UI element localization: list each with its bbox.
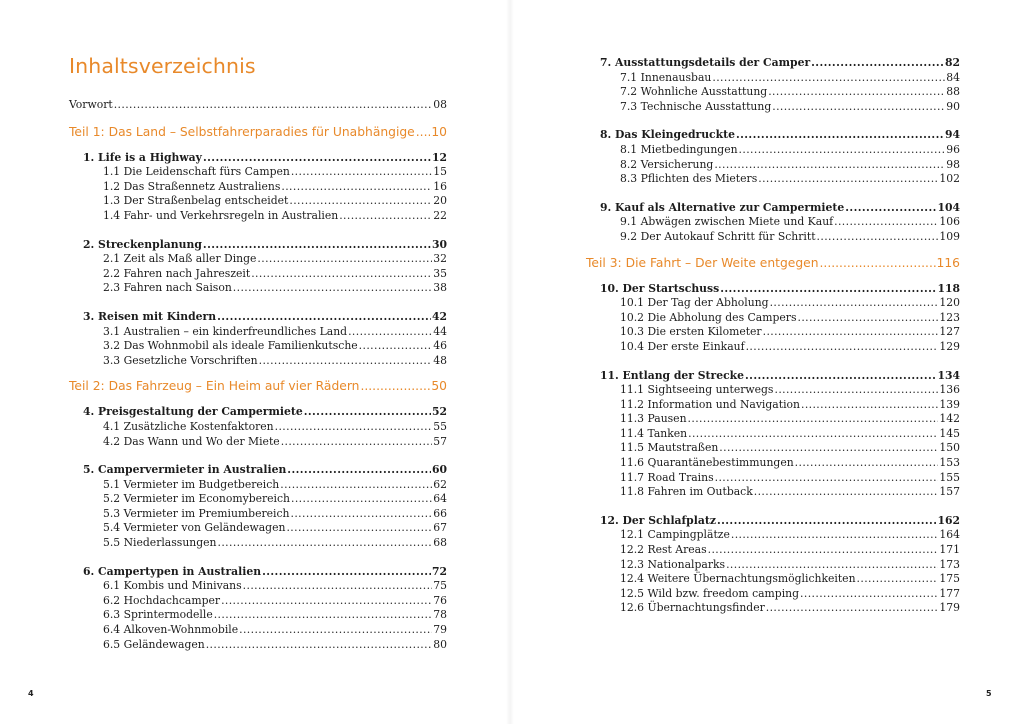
toc-entry-page: 164	[939, 528, 960, 542]
toc-entry-page: 173	[939, 557, 960, 571]
toc-chapter	[69, 238, 447, 296]
toc-entry-title: 7. Ausstattungsdetails der Camper	[600, 56, 811, 69]
dot-leader	[281, 180, 432, 195]
dot-leader	[688, 427, 938, 442]
toc-section-entry[interactable]	[83, 521, 447, 536]
toc-chapter	[586, 369, 960, 500]
toc-entry-page: 98	[946, 157, 960, 171]
toc-chapter-heading[interactable]	[600, 201, 960, 216]
toc-chapter	[586, 128, 960, 186]
dot-leader	[257, 252, 432, 267]
toc-part-heading[interactable]	[586, 254, 960, 272]
dot-leader	[233, 281, 432, 296]
dot-leader	[359, 339, 433, 354]
toc-entry-title: 8.2 Versicherung	[620, 157, 714, 171]
toc-entry-title: 5.1 Vermieter im Budgetbereich	[103, 477, 280, 491]
toc-section-entry[interactable]	[83, 194, 447, 209]
toc-section-entry[interactable]	[83, 281, 447, 296]
dot-leader	[768, 85, 945, 100]
toc-chapter	[69, 405, 447, 449]
toc-entry-page: 79	[433, 623, 447, 637]
toc-chapter	[586, 201, 960, 245]
toc-entry-title: 3. Reisen mit Kindern	[83, 309, 217, 323]
dot-leader	[736, 128, 944, 143]
toc-entry-title: 10.2 Die Abholung des Campers	[620, 310, 797, 324]
toc-entry-title: 1. Life is a Highway	[83, 150, 202, 164]
dot-leader	[800, 587, 938, 602]
toc-chapter-heading[interactable]	[83, 463, 447, 478]
toc-chapter	[69, 310, 447, 368]
dot-leader	[214, 608, 433, 623]
dot-leader	[745, 369, 936, 384]
toc-entry-title: 4. Preisgestaltung der Campermiete	[83, 405, 303, 419]
toc-entry-title: 11.1 Sightseeing unterwegs	[620, 383, 774, 397]
dot-leader	[801, 398, 938, 413]
toc-entry-title: 10.4 Der erste Einkauf	[620, 339, 745, 353]
toc-section-entry[interactable]	[83, 252, 447, 267]
toc-entry-title: 6.5 Geländewagen	[103, 637, 205, 651]
toc-entry-page: 57	[433, 434, 447, 448]
toc-section-entry[interactable]	[600, 296, 960, 311]
dot-leader	[770, 296, 939, 311]
toc-entry-title: 2.3 Fahren nach Saison	[103, 281, 232, 295]
toc-section-entry[interactable]	[83, 325, 447, 340]
toc-entry-page: 96	[946, 142, 960, 156]
toc-entry-page: 136	[939, 383, 960, 397]
toc-entry-title: Teil 3: Die Fahrt – Der Weite entgegen	[586, 255, 819, 270]
dot-leader	[688, 412, 939, 427]
toc-entry-title: 6. Campertypen in Australien	[83, 564, 262, 578]
toc-entry-title: 3.1 Australien – ein kinderfreundliches Land	[103, 324, 348, 338]
toc-entry-page: 90	[946, 99, 960, 113]
toc-chapter-heading[interactable]	[83, 151, 447, 166]
toc-section-entry[interactable]	[83, 579, 447, 594]
toc-entry-title: 7.2 Wohnliche Ausstattung	[620, 85, 768, 99]
dot-leader	[795, 456, 939, 471]
dot-leader	[820, 254, 936, 272]
dot-leader	[811, 56, 944, 71]
toc-right-column	[586, 56, 960, 616]
toc-entry-page: 15	[433, 165, 447, 179]
toc-entry-title: Teil 2: Das Fahrzeug – Ein Heim auf vier Rädern	[69, 379, 360, 394]
toc-chapter	[586, 514, 960, 616]
toc-entry-page: 88	[946, 85, 960, 99]
toc-section-entry[interactable]	[600, 471, 960, 486]
toc-entry-page: 44	[433, 324, 447, 338]
toc-entry-page: 162	[937, 513, 960, 527]
toc-entry-title: 7.3 Technische Ausstattung	[620, 99, 772, 113]
toc-entry-title: 7.1 Innenausbau	[620, 70, 712, 84]
toc-section-entry[interactable]	[600, 572, 960, 587]
dot-leader	[817, 230, 939, 245]
toc-entry-page: 67	[433, 521, 447, 535]
dot-leader	[772, 100, 945, 115]
toc-entry-page: 60	[431, 463, 447, 477]
toc-section-entry[interactable]	[83, 536, 447, 551]
toc-entry-page: 20	[433, 194, 447, 208]
toc-entry-page: 32	[433, 252, 447, 266]
toc-section-entry[interactable]	[600, 215, 960, 230]
toc-entry-page: 134	[937, 368, 960, 382]
toc-entry-page: 118	[937, 281, 960, 295]
dot-leader	[719, 441, 938, 456]
toc-entry-title: 5. Campervermieter in Australien	[83, 463, 287, 477]
dot-leader	[731, 528, 939, 543]
toc-entry-title: 2.2 Fahren nach Jahreszeit	[103, 266, 251, 280]
dot-leader	[218, 536, 433, 551]
toc-section-entry[interactable]	[600, 427, 960, 442]
toc-section-entry[interactable]	[600, 340, 960, 355]
toc-section-entry[interactable]	[83, 339, 447, 354]
toc-chapter-heading[interactable]	[600, 369, 960, 384]
toc-entry-title: 1.1 Die Leidenschaft fürs Campen	[103, 165, 290, 179]
dot-leader	[720, 282, 936, 297]
toc-entry-title: 9.1 Abwägen zwischen Miete und Kauf	[620, 215, 834, 229]
toc-entry-page: 38	[433, 281, 447, 295]
toc-entry-page: 104	[937, 200, 960, 214]
toc-entry-title: 5.2 Vermieter im Economybereich	[103, 492, 291, 506]
toc-entry-title: 5.3 Vermieter im Premiumbereich	[103, 506, 290, 520]
toc-entry-page: 68	[433, 536, 447, 550]
toc-section-entry[interactable]	[600, 85, 960, 100]
toc-section-entry[interactable]	[600, 412, 960, 427]
toc-entry-page: 75	[433, 579, 447, 593]
dot-leader	[304, 405, 431, 420]
toc-entry-page: 46	[433, 339, 447, 353]
dot-leader	[746, 340, 939, 355]
toc-title: Inhaltsverzeichnis	[69, 54, 256, 78]
toc-entry-page: 08	[433, 98, 447, 111]
toc-entry-page: 78	[433, 608, 447, 622]
toc-entry-page: 62	[433, 477, 447, 491]
toc-entry-page: 157	[939, 485, 960, 499]
dot-leader	[739, 143, 946, 158]
toc-entry-title: 3.2 Das Wohnmobil als ideale Familienkutsche	[103, 339, 358, 353]
toc-entry-page: 129	[939, 339, 960, 353]
dot-leader	[715, 471, 939, 486]
toc-entry-title: 11.6 Quarantänebestimmungen	[620, 456, 794, 470]
toc-entry-page: 120	[939, 296, 960, 310]
toc-entry-page: 155	[939, 470, 960, 484]
dot-leader	[251, 267, 432, 282]
dot-leader	[281, 435, 433, 450]
dot-leader	[763, 325, 939, 340]
dot-leader	[714, 158, 945, 173]
dot-leader	[291, 507, 433, 522]
dot-leader	[217, 310, 431, 325]
toc-section-entry[interactable]	[600, 528, 960, 543]
toc-section-entry[interactable]	[600, 398, 960, 413]
toc-entry-title: 12.3 Nationalparks	[620, 557, 726, 571]
dot-leader	[797, 311, 938, 326]
toc-entry-page: 72	[431, 564, 447, 578]
toc-entry-title: 8.3 Pflichten des Mieters	[620, 172, 758, 186]
toc-entry-title: 9.2 Der Autokauf Schritt für Schritt	[620, 229, 816, 243]
toc-entry-title: 11.3 Pausen	[620, 412, 687, 426]
dot-leader	[291, 165, 432, 180]
page-number-left: 4	[28, 689, 34, 698]
toc-chapter-heading[interactable]	[600, 282, 960, 297]
toc-part-heading[interactable]	[69, 377, 447, 395]
toc-chapter-heading[interactable]	[83, 238, 447, 253]
toc-entry-page: 52	[431, 405, 447, 419]
toc-section-entry[interactable]	[83, 435, 447, 450]
toc-entry-title: 8. Das Kleingedruckte	[600, 128, 735, 142]
dot-leader	[766, 601, 939, 616]
toc-entry-page: 153	[939, 456, 960, 470]
toc-entry-title: 6.2 Hochdachcamper	[103, 593, 221, 607]
toc-entry-title: 11.8 Fahren im Outback	[620, 485, 753, 499]
toc-entry-page: 80	[433, 637, 447, 651]
toc-entry-title: 6.3 Sprintermodelle	[103, 608, 213, 622]
toc-entry-title: 12.1 Campingplätze	[620, 528, 730, 542]
toc-entry-title: 1.3 Der Straßenbelag entscheidet	[103, 194, 289, 208]
toc-entry-page: 177	[939, 586, 960, 600]
dot-leader	[348, 325, 432, 340]
toc-entry-page: 48	[433, 353, 447, 367]
toc-entry-page: 123	[939, 310, 960, 324]
toc-entry-page: 35	[433, 266, 447, 280]
toc-entry-title: 12.5 Wild bzw. freedom camping	[620, 586, 800, 600]
toc-entry-page: 109	[939, 229, 960, 243]
toc-part-heading[interactable]	[69, 123, 447, 141]
dot-leader	[289, 194, 432, 209]
toc-entry-title: 10. Der Startschuss	[600, 281, 720, 295]
toc-chapter-heading[interactable]	[83, 565, 447, 580]
dot-leader	[717, 514, 937, 529]
toc-entry-page: 64	[433, 492, 447, 506]
toc-entry-page: 12	[431, 150, 447, 164]
toc-section-entry[interactable]	[83, 180, 447, 195]
dot-leader	[206, 638, 433, 653]
toc-entry-title: 11.2 Information und Navigation	[620, 397, 800, 411]
toc-section-entry[interactable]	[83, 623, 447, 638]
toc-entry-page: 10	[431, 124, 447, 139]
toc-section-entry[interactable]	[83, 420, 447, 435]
toc-chapter	[586, 282, 960, 355]
toc-entry-title: 4.2 Das Wann und Wo der Miete	[103, 434, 280, 448]
dot-leader	[275, 420, 433, 435]
toc-section-entry[interactable]	[600, 485, 960, 500]
dot-leader	[114, 98, 433, 113]
dot-leader	[708, 543, 939, 558]
toc-section-entry[interactable]	[83, 594, 447, 609]
toc-entry-title: Vorwort	[69, 98, 113, 111]
toc-entry-title: 11.4 Tanken	[620, 426, 688, 440]
toc-chapter-heading[interactable]	[83, 405, 447, 420]
dot-leader	[758, 172, 938, 187]
toc-chapter	[586, 56, 960, 114]
toc-entry-title: 2.1 Zeit als Maß aller Dinge	[103, 252, 257, 266]
toc-entry-page: 102	[939, 172, 960, 186]
toc-section-entry[interactable]	[600, 587, 960, 602]
toc-chapter-heading[interactable]	[600, 514, 960, 529]
toc-section-entry[interactable]	[600, 158, 960, 173]
toc-entry-page: 16	[433, 179, 447, 193]
toc-section-entry[interactable]	[83, 209, 447, 224]
toc-entry-title: 9. Kauf als Alternative zur Campermiete	[600, 200, 845, 214]
toc-entry-title: 11.7 Road Trains	[620, 470, 714, 484]
dot-leader	[339, 209, 432, 224]
toc-section-entry[interactable]	[600, 230, 960, 245]
dot-leader	[360, 377, 430, 395]
toc-entry-title: 12.6 Übernachtungsfinder	[620, 601, 765, 615]
toc-entry-page: 139	[939, 397, 960, 411]
toc-entry-title: 4.1 Zusätzliche Kostenfaktoren	[103, 419, 274, 433]
toc-section-entry[interactable]	[600, 172, 960, 187]
dot-leader	[280, 478, 432, 493]
toc-chapter-heading[interactable]	[600, 56, 960, 71]
toc-section-entry[interactable]	[600, 143, 960, 158]
toc-section-entry[interactable]	[600, 456, 960, 471]
dot-leader	[845, 201, 936, 216]
toc-entry-title: 8.1 Mietbedingungen	[620, 142, 738, 156]
toc-chapter	[69, 463, 447, 551]
toc-section-entry[interactable]	[600, 441, 960, 456]
toc-entry-page: 82	[944, 56, 960, 69]
dot-leader	[726, 558, 938, 573]
page-number-right: 5	[986, 689, 992, 698]
toc-entry-page: 50	[431, 379, 447, 394]
toc-chapter	[69, 565, 447, 653]
toc-entry-page: 30	[431, 237, 447, 251]
toc-section-entry[interactable]	[600, 558, 960, 573]
toc-entry-title: 5.4 Vermieter von Geländewagen	[103, 521, 286, 535]
toc-entry-page: 175	[939, 572, 960, 586]
toc-entry-title: 10.1 Der Tag der Abholung	[620, 296, 769, 310]
toc-entry-title: 5.5 Niederlassungen	[103, 536, 217, 550]
toc-left-column	[69, 98, 447, 652]
toc-section-entry[interactable]	[600, 325, 960, 340]
toc-section-entry[interactable]	[600, 71, 960, 86]
toc-entry-title: 6.1 Kombis und Minivans	[103, 579, 242, 593]
toc-entry-page: 94	[944, 128, 960, 142]
dot-leader	[203, 238, 431, 253]
toc-entry-preface[interactable]	[69, 98, 447, 113]
dot-leader	[221, 594, 432, 609]
toc-entry-page: 171	[939, 543, 960, 557]
toc-entry-title: 11.5 Mautstraßen	[620, 441, 719, 455]
toc-section-entry[interactable]	[83, 608, 447, 623]
dot-leader	[262, 565, 431, 580]
toc-entry-title: 1.4 Fahr- und Verkehrsregeln in Australien	[103, 208, 339, 222]
toc-entry-title: 12.4 Weitere Übernachtungsmöglichkeiten	[620, 572, 856, 586]
dot-leader	[203, 151, 431, 166]
dot-leader	[259, 354, 433, 369]
dot-leader	[857, 572, 939, 587]
toc-entry-page: 76	[433, 593, 447, 607]
toc-section-entry[interactable]	[600, 100, 960, 115]
dot-leader	[774, 383, 938, 398]
dot-leader	[291, 492, 432, 507]
dot-leader	[243, 579, 433, 594]
dot-leader	[712, 71, 945, 86]
toc-entry-page: 22	[433, 208, 447, 222]
dot-leader	[834, 215, 938, 230]
toc-entry-page: 106	[939, 215, 960, 229]
toc-section-entry[interactable]	[600, 311, 960, 326]
right-page	[510, 0, 1020, 724]
dot-leader	[286, 521, 432, 536]
toc-entry-title: 10.3 Die ersten Kilometer	[620, 325, 762, 339]
dot-leader	[287, 463, 431, 478]
toc-section-entry[interactable]	[83, 267, 447, 282]
toc-entry-title: 11. Entlang der Strecke	[600, 368, 744, 382]
toc-entry-title: Teil 1: Das Land – Selbstfahrerparadies für Unabhängige	[69, 124, 415, 139]
toc-entry-page: 116	[936, 255, 960, 270]
toc-entry-page: 42	[431, 309, 447, 323]
toc-section-entry[interactable]	[83, 478, 447, 493]
toc-entry-title: 1.2 Das Straßennetz Australiens	[103, 179, 281, 193]
toc-entry-title: 2. Streckenplanung	[83, 237, 202, 251]
toc-chapter-heading[interactable]	[83, 310, 447, 325]
toc-entry-page: 179	[939, 601, 960, 615]
toc-entry-page: 150	[939, 441, 960, 455]
toc-section-entry[interactable]	[600, 383, 960, 398]
toc-chapter	[69, 151, 447, 224]
toc-entry-title: 6.4 Alkoven-Wohnmobile	[103, 623, 239, 637]
toc-section-entry[interactable]	[600, 543, 960, 558]
toc-section-entry[interactable]	[83, 507, 447, 522]
toc-section-entry[interactable]	[83, 638, 447, 653]
toc-entry-page: 145	[939, 426, 960, 440]
toc-section-entry[interactable]	[83, 354, 447, 369]
toc-entry-title: 12. Der Schlafplatz	[600, 513, 716, 527]
toc-entry-page: 55	[433, 419, 447, 433]
dot-leader	[239, 623, 432, 638]
toc-entry-title: 3.3 Gesetzliche Vorschriften	[103, 353, 258, 367]
toc-section-entry[interactable]	[83, 492, 447, 507]
toc-section-entry[interactable]	[600, 601, 960, 616]
dot-leader	[754, 485, 939, 500]
toc-entry-page: 84	[946, 70, 960, 84]
toc-chapter-heading[interactable]	[600, 128, 960, 143]
toc-section-entry[interactable]	[83, 165, 447, 180]
toc-entry-page: 66	[433, 506, 447, 520]
dot-leader	[416, 123, 431, 141]
toc-entry-page: 142	[939, 412, 960, 426]
toc-entry-page: 127	[939, 325, 960, 339]
toc-entry-title: 12.2 Rest Areas	[620, 543, 707, 557]
